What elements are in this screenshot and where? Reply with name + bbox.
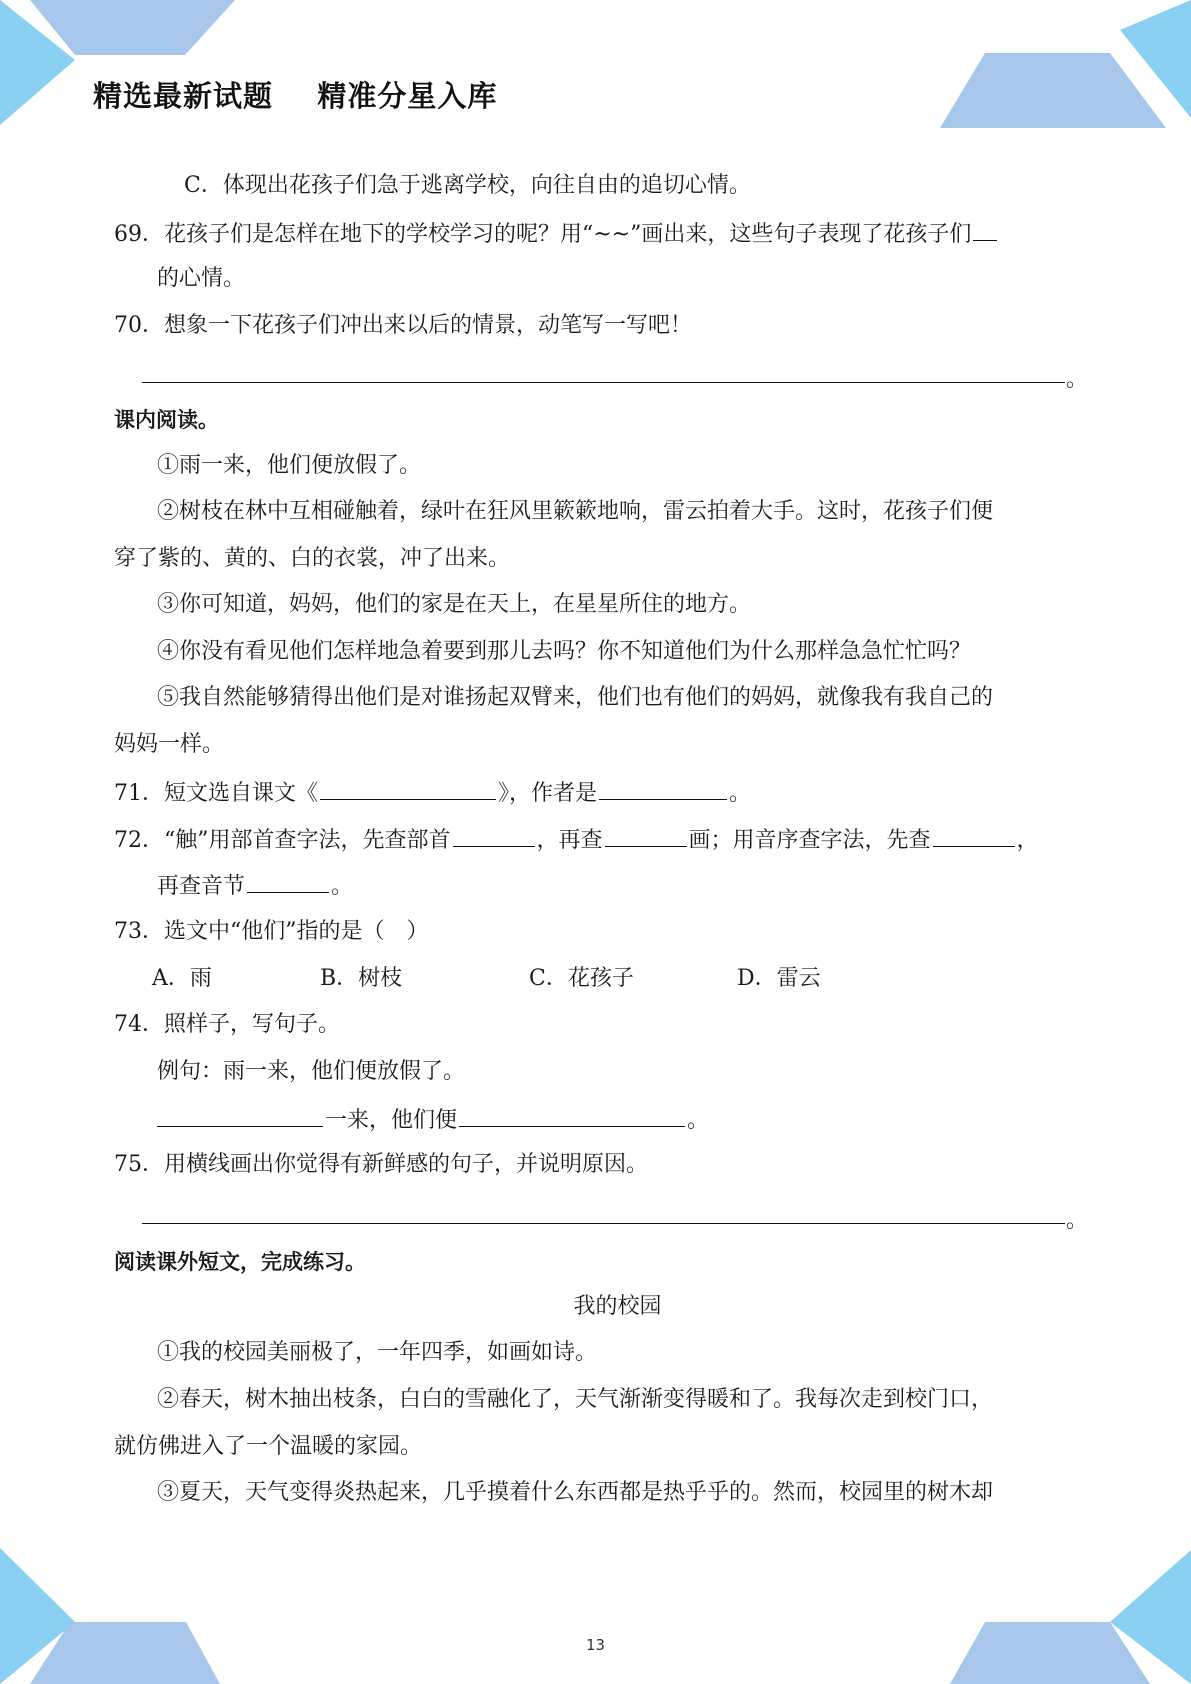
passage-paragraph-5-line-1: ⑤我自然能够猜得出他们是对谁扬起双臂来，他们也有他们的妈妈，就像我有我自己的 <box>157 685 994 710</box>
answer-blank <box>247 870 329 893</box>
question-69-text: 69．花孩子们是怎样在地下的学校学习的呢？用“~~”画出来，这些句子表现了花孩子们 <box>114 222 972 247</box>
question-73-option-a: A．雨 <box>152 966 212 991</box>
comma: ， <box>1016 828 1039 853</box>
question-72-text-b: ，再查 <box>536 828 603 853</box>
passage-paragraph-3: ③你可知道，妈妈，他们的家是在天上，在星星所住的地方。 <box>157 592 752 617</box>
passage-2-paragraph-1: ①我的校园美丽极了，一年四季，如画如诗。 <box>157 1340 598 1365</box>
question-72-line-2 <box>157 870 353 902</box>
question-75: 75．用横线画出你觉得有新鲜感的句子，并说明原因。 <box>114 1152 648 1177</box>
answer-line-period: 。 <box>1066 367 1089 392</box>
question-74-fill-text: 一来，他们便 <box>325 1108 458 1133</box>
passage-2-paragraph-2-line-1: ②春天，树木抽出枝条，白白的雪融化了，天气渐渐变得暖和了。我每次走到校门口， <box>157 1387 994 1412</box>
question-74: 74．照样子，写句子。 <box>114 1012 340 1037</box>
question-71-text-b: 》，作者是 <box>498 781 598 806</box>
question-74-fill <box>157 1104 709 1136</box>
question-72-text-c: 画；用音序查字法，先查 <box>688 828 931 853</box>
question-73-option-d: D．雷云 <box>737 966 821 991</box>
question-73-option-c: C．花孩子 <box>529 966 634 991</box>
passage-paragraph-2-line-1: ②树枝在林中互相碰触着，绿叶在狂风里簌簌地响，雷云拍着大手。这时，花孩子们便 <box>157 499 994 524</box>
question-72-text-d: 再查音节 <box>157 874 246 899</box>
question-70: 70．想象一下花孩子们冲出来以后的情景，动笔写一写吧！ <box>114 313 692 338</box>
answer-blank <box>459 1104 685 1127</box>
period: 。 <box>331 874 354 899</box>
answer-blank <box>453 824 535 847</box>
period: 。 <box>687 1108 710 1133</box>
passage-paragraph-4: ④你没有看见他们怎样地急着要到那儿去吗？你不知道他们为什么那样急急忙忙吗？ <box>157 639 972 664</box>
question-71 <box>114 777 751 809</box>
question-72-text-a: 72．“触”用部首查字法，先查部首 <box>114 828 451 853</box>
header-title: 精选最新试题 精准分星入库 <box>93 79 498 113</box>
passage-2-paragraph-2-line-2: 就仿佛进入了一个温暖的家园。 <box>114 1434 423 1459</box>
section-heading-extracurricular-reading: 阅读课外短文，完成练习。 <box>114 1250 366 1274</box>
section-heading-in-class-reading: 课内阅读。 <box>114 408 219 432</box>
top-right-trapezoid <box>940 53 1166 128</box>
answer-blank <box>599 777 727 800</box>
question-68-option-c: C．体现出花孩子们急于逃离学校，向往自由的追切心情。 <box>184 173 751 198</box>
answer-blank <box>973 218 997 241</box>
passage-title: 我的校园 <box>573 1294 662 1319</box>
passage-paragraph-5-line-2: 妈妈一样。 <box>114 732 225 757</box>
answer-blank <box>320 777 496 800</box>
answer-line <box>142 382 1065 383</box>
answer-blank <box>605 824 687 847</box>
answer-blank <box>157 1104 323 1127</box>
question-72-line-1 <box>114 824 1039 856</box>
passage-2-paragraph-3-line-1: ③夏天，天气变得炎热起来，几乎摸着什么东西都是热乎乎的。然而，校园里的树木却 <box>157 1480 994 1505</box>
question-73: 73．选文中“他们”指的是（ ） <box>114 919 429 944</box>
passage-paragraph-1: ①雨一来，他们便放假了。 <box>157 453 422 478</box>
answer-blank <box>933 824 1015 847</box>
question-69-line-1 <box>114 218 999 250</box>
top-left-band <box>30 0 235 55</box>
question-73-option-b: B．树枝 <box>320 966 403 991</box>
question-74-example: 例句：雨一来，他们便放假了。 <box>157 1059 466 1084</box>
answer-line-period: 。 <box>1066 1208 1089 1233</box>
passage-paragraph-2-line-2: 穿了紫的、黄的、白的衣裳，冲了出来。 <box>114 546 511 571</box>
period: 。 <box>729 781 752 806</box>
question-69-line-2: 的心情。 <box>157 266 246 291</box>
answer-line <box>142 1223 1065 1224</box>
page-number: 13 <box>585 1636 606 1654</box>
question-71-text-a: 71．短文选自课文《 <box>114 781 318 806</box>
